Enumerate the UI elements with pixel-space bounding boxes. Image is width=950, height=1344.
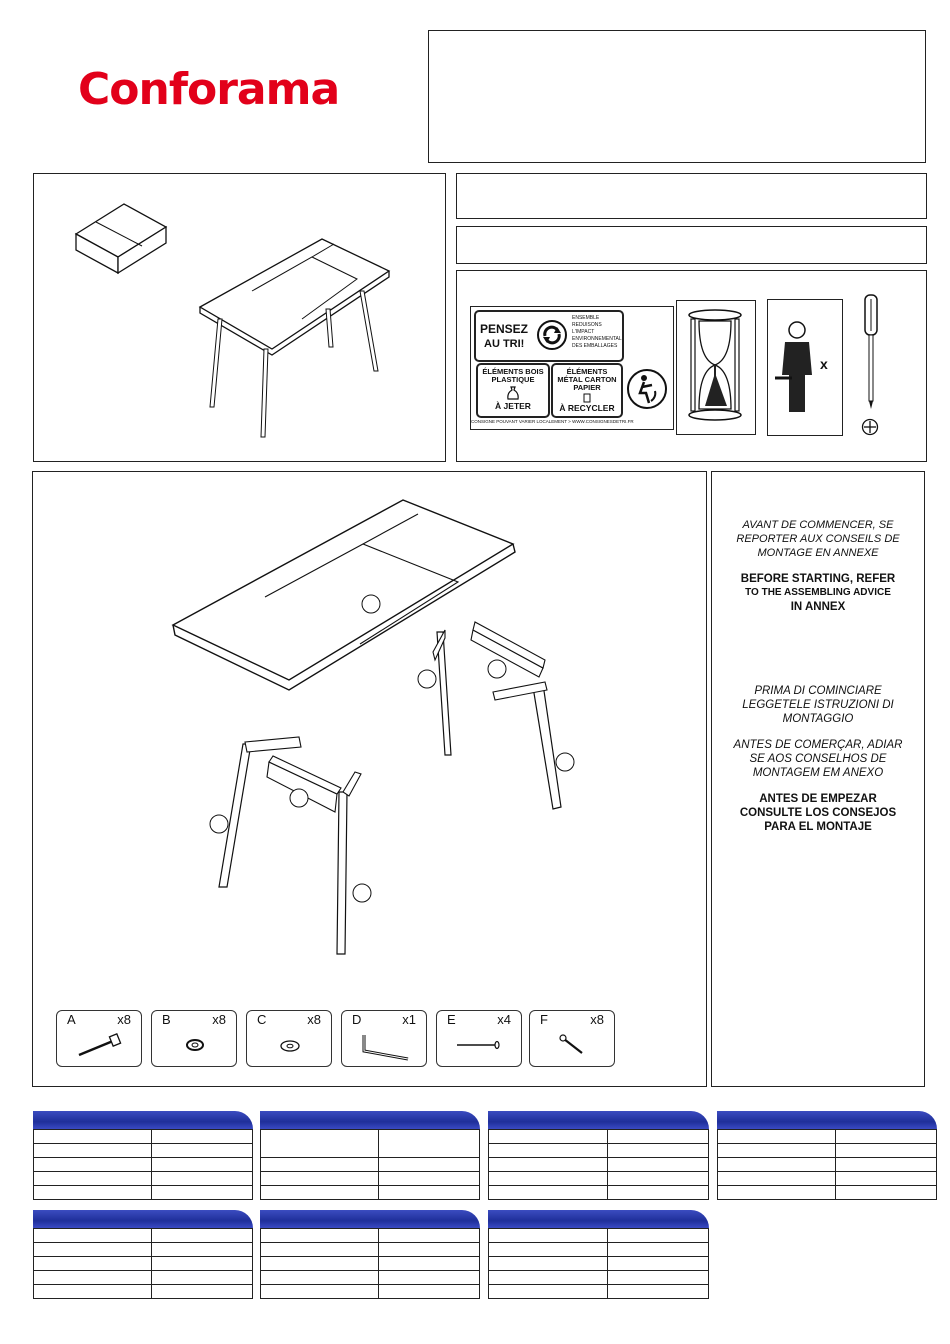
desk-drawing [192,229,432,449]
contact-table-3 [488,1111,709,1200]
info-strip-1 [456,173,927,219]
part-E: E x4 [436,1010,522,1067]
part-marker [418,670,436,688]
trash-bag-icon [506,385,520,401]
table-header-bar [33,1111,253,1129]
recycle-arrows-icon [536,319,568,351]
part-A: A x8 [56,1010,142,1067]
person-icon [772,320,822,420]
exploded-desk-drawing [33,472,706,992]
table-header-bar [717,1111,937,1129]
part-marker [362,595,380,613]
advice-fr: AVANT DE COMMENCER, SE REPORTER AUX CONSEILS DE MONTAGE EN ANNEXE [736,519,900,559]
time-box [676,300,756,435]
part-C: C x8 [246,1010,332,1067]
allen-key-icon [342,1029,428,1067]
screw-thin-icon [437,1029,523,1067]
part-marker [353,884,371,902]
au-tri-text: AU TRI! [484,338,525,350]
advice-es: ANTES DE EMPEZAR CONSULTE LOS CONSEJOS PARA EL MONTAJE [739,793,897,833]
ensemble-lines: ENSEMBLE REDUISONS L'IMPACT ENVIRONNEMENTAL DES EMBALLAGES [572,315,622,349]
screw-long-icon [57,1029,143,1067]
contact-table-2 [260,1111,480,1200]
overview-panel [33,173,446,462]
contact-table-6 [260,1210,480,1299]
table-header-bar [260,1210,480,1228]
screwdriver-icon [859,293,883,411]
can-icon [582,393,592,403]
part-D: D x1 [341,1010,427,1067]
washer-spring-icon [152,1029,238,1067]
advice-it: PRIMA DI COMINCIARE LEGGETELE ISTRUZIONI DI MONTAGGIO [742,685,894,725]
person-count-text: x [820,356,828,372]
exploded-view-panel [32,471,707,1087]
washer-flat-icon [247,1029,333,1067]
table-header-bar [488,1111,709,1129]
recycling-label [470,306,674,430]
metal-carton-box: ÉLÉMENTS MÉTAL CARTON PAPIER À RECYCLER [551,363,623,418]
recycling-footnote: CONSIGNE POUVANT VARIER LOCALEMENT > WWW.CONSIGNESDETRI.FR [471,419,634,424]
part-marker [210,815,228,833]
brand-logo: Conforama [78,64,340,115]
recycling-tools-panel [456,270,927,462]
bois-plastique-box: ÉLÉMENTS BOIS PLASTIQUE À JETER [476,363,550,418]
triman-icon [625,367,669,411]
advice-en: BEFORE STARTING, REFER [740,573,896,585]
contact-table-4 [717,1111,937,1200]
contact-table-7 [488,1210,709,1299]
part-marker [290,789,308,807]
product-info-box [428,30,926,163]
table-header-bar [260,1111,480,1129]
advice-pt: ANTES DE COMERÇAR, ADIAR SE AOS CONSELHOS DE MONTAGEM EM ANEXO [733,739,903,779]
table-header-bar [488,1210,709,1228]
person-count-box [767,299,843,436]
contact-table-1 [33,1111,253,1200]
part-F: F x8 [529,1010,615,1067]
phillips-head-icon [861,418,879,436]
advice-en-2: TO THE ASSEMBLING ADVICE [745,587,891,598]
hourglass-icon [685,309,745,424]
pensez-au-tri-box [474,310,624,362]
pensez-text: PENSEZ [480,322,529,336]
table-header-bar [33,1210,253,1228]
wood-screw-icon [530,1029,616,1067]
part-B: B x8 [151,1010,237,1067]
part-marker [556,753,574,771]
contact-table-5 [33,1210,253,1299]
package-box-icon [72,199,172,279]
info-strip-2 [456,226,927,264]
advice-en-3: IN ANNEX [790,601,846,613]
part-marker [488,660,506,678]
advice-panel [711,471,925,1087]
